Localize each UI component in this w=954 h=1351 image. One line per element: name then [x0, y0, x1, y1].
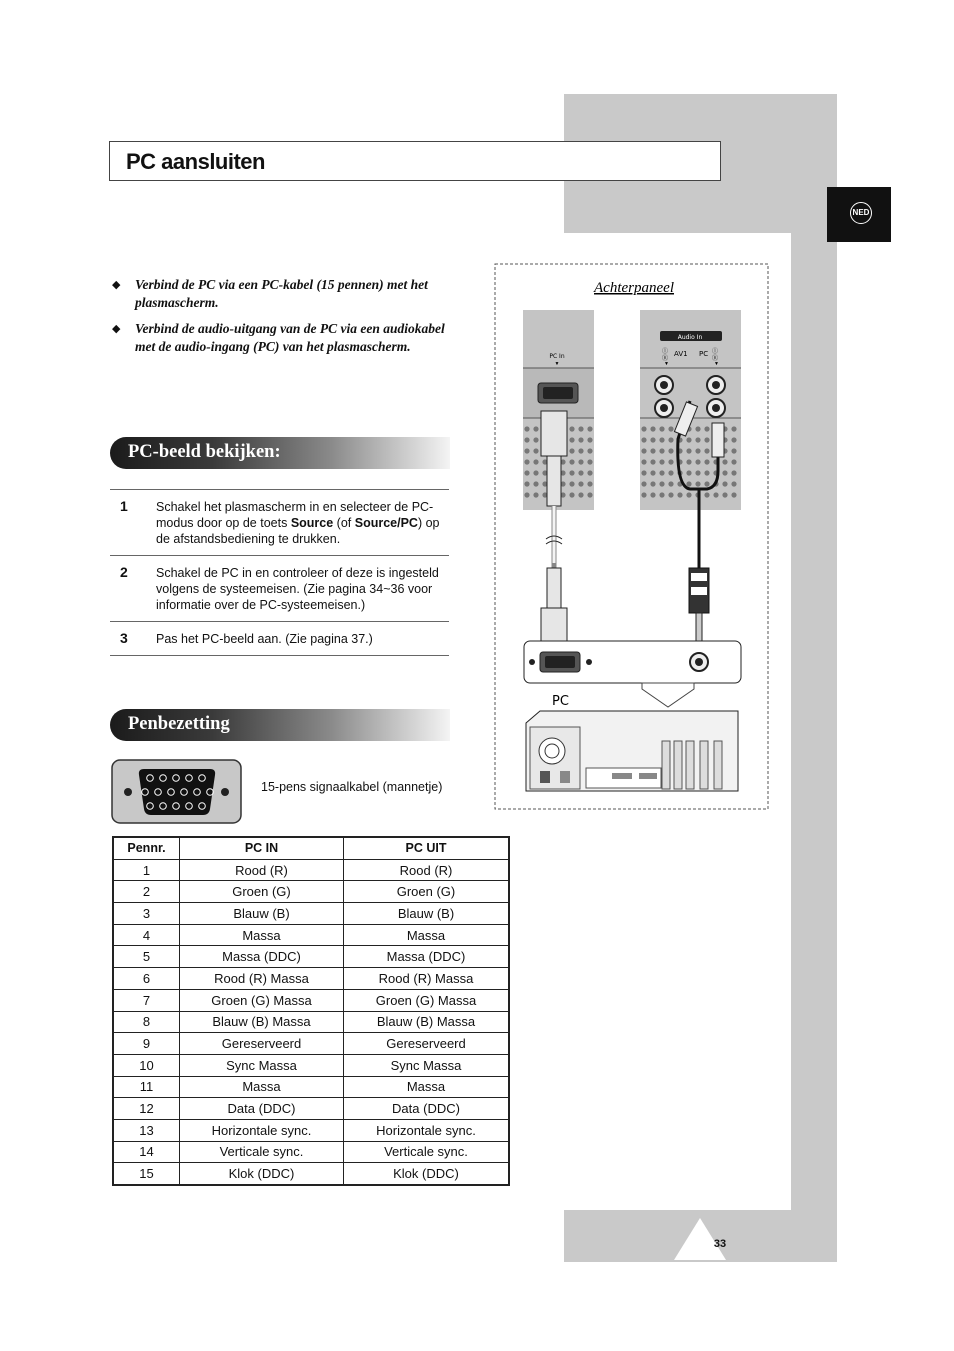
source-pc-key-label: Source/PC: [354, 516, 418, 530]
vent-dot: [524, 437, 529, 442]
svg-text:▼: ▼: [554, 361, 560, 367]
steps-list: [110, 489, 449, 656]
table-cell: Gereserveerd: [180, 1033, 344, 1055]
section-heading-pins: [110, 709, 450, 741]
page-title: PC aansluiten: [126, 149, 265, 174]
vent-dot: [641, 437, 646, 442]
vent-dot: [524, 426, 529, 431]
vent-dot: [641, 448, 646, 453]
vent-dot: [659, 492, 664, 497]
table-cell: Horizontale sync.: [344, 1119, 510, 1141]
vent-dot: [668, 426, 673, 431]
panel-label: Achterpaneel: [594, 280, 674, 296]
vent-dot: [578, 459, 583, 464]
vent-dot: [524, 470, 529, 475]
vent-dot: [578, 481, 583, 486]
vent-dot: [569, 426, 574, 431]
vent-dot: [578, 492, 583, 497]
table-row: [113, 1098, 509, 1120]
table-cell: Rood (R): [180, 859, 344, 881]
table-cell: Groen (G) Massa: [344, 989, 510, 1011]
table-cell: Klok (DDC): [344, 1163, 510, 1185]
table-cell: Blauw (B) Massa: [180, 1011, 344, 1033]
vent-dot: [704, 437, 709, 442]
table-cell: 2: [113, 881, 180, 903]
table-cell: Rood (R) Massa: [344, 968, 510, 990]
vga-connector-icon: [111, 759, 243, 825]
table-cell: Sync Massa: [180, 1054, 344, 1076]
vent-dot: [650, 426, 655, 431]
table-cell: Massa (DDC): [180, 946, 344, 968]
vent-dot: [695, 459, 700, 464]
vent-dot: [587, 459, 592, 464]
table-body: [113, 859, 509, 1185]
vent-dot: [731, 481, 736, 486]
section-heading-view: [110, 437, 450, 469]
pc-tower: [526, 711, 738, 791]
vent-dot: [569, 448, 574, 453]
table-cell: 10: [113, 1054, 180, 1076]
language-tab-label: NED: [850, 202, 872, 224]
svg-text:Ⓡ: Ⓡ: [662, 355, 669, 362]
vga-cable: [541, 411, 567, 653]
table-row: [113, 1141, 509, 1163]
vent-dot: [524, 492, 529, 497]
vent-dot: [659, 437, 664, 442]
vent-dot: [641, 459, 646, 464]
vent-dot: [659, 448, 664, 453]
table-cell: 14: [113, 1141, 180, 1163]
side-band-right: [791, 94, 837, 1262]
vent-dot: [695, 437, 700, 442]
table-cell: 13: [113, 1119, 180, 1141]
step-text: Pas het PC-beeld aan. (Zie pagina 37.): [156, 632, 373, 646]
table-cell: 15: [113, 1163, 180, 1185]
table-row: [113, 968, 509, 990]
step-item: [110, 621, 449, 655]
vent-dot: [695, 470, 700, 475]
vent-dot: [731, 426, 736, 431]
vent-dot: [587, 437, 592, 442]
table-cell: Data (DDC): [344, 1098, 510, 1120]
table-cell: 6: [113, 968, 180, 990]
table-cell: Rood (R): [344, 859, 510, 881]
vent-dot: [668, 459, 673, 464]
vent-dot: [569, 470, 574, 475]
table-cell: Massa: [180, 924, 344, 946]
svg-text:ⓛ: ⓛ: [662, 348, 669, 355]
table-cell: Blauw (B) Massa: [344, 1011, 510, 1033]
vent-dot: [533, 492, 538, 497]
vent-dot: [668, 481, 673, 486]
table-cell: Sync Massa: [344, 1054, 510, 1076]
vent-dot: [686, 448, 691, 453]
table-cell: 8: [113, 1011, 180, 1033]
vent-dot: [686, 470, 691, 475]
vent-dot: [731, 437, 736, 442]
vent-dot: [686, 437, 691, 442]
column-header: PC UIT: [344, 837, 510, 859]
table-cell: 7: [113, 989, 180, 1011]
table-row: [113, 1076, 509, 1098]
table-cell: 12: [113, 1098, 180, 1120]
vent-dot: [704, 459, 709, 464]
vent-dot: [650, 481, 655, 486]
vent-dot: [641, 492, 646, 497]
page-number: 33: [713, 1238, 727, 1250]
table-row: [113, 924, 509, 946]
table-cell: 5: [113, 946, 180, 968]
vent-dot: [659, 481, 664, 486]
table-cell: Blauw (B): [344, 903, 510, 925]
vent-dot: [722, 459, 727, 464]
svg-text:▼: ▼: [714, 361, 719, 367]
table-header-row: [113, 837, 509, 859]
down-arrow-icon: [642, 683, 694, 707]
vent-dot: [731, 492, 736, 497]
vent-dot: [578, 426, 583, 431]
svg-text:▼: ▼: [664, 361, 669, 367]
table-row: [113, 989, 509, 1011]
table-cell: 9: [113, 1033, 180, 1055]
vent-dot: [650, 448, 655, 453]
table-cell: Massa: [180, 1076, 344, 1098]
vent-dot: [659, 459, 664, 464]
pc-in-label: PC In: [549, 353, 565, 360]
intro-bullet-text: Verbind de PC via een PC-kabel (15 pennen) met het plasmascherm.: [135, 277, 428, 310]
vent-dot: [722, 481, 727, 486]
step-item: [110, 489, 449, 555]
vent-dot: [524, 481, 529, 486]
vent-dot: [659, 426, 664, 431]
table-cell: Data (DDC): [180, 1098, 344, 1120]
vent-dot: [695, 448, 700, 453]
vent-dot: [695, 481, 700, 486]
table-row: [113, 1054, 509, 1076]
table-row: [113, 1033, 509, 1055]
table-row: [113, 1011, 509, 1033]
vent-dot: [587, 492, 592, 497]
vent-dot: [578, 470, 583, 475]
pc-label: PC: [552, 694, 569, 709]
table-cell: Massa (DDC): [344, 946, 510, 968]
table-cell: Massa: [344, 1076, 510, 1098]
vent-dot: [587, 426, 592, 431]
vent-dot: [704, 481, 709, 486]
av1-label: AV1: [674, 350, 688, 358]
vent-dot: [533, 470, 538, 475]
table-cell: Horizontale sync.: [180, 1119, 344, 1141]
table-row: [113, 903, 509, 925]
table-cell: Gereserveerd: [344, 1033, 510, 1055]
step-number: 1: [120, 498, 128, 514]
table-cell: Blauw (B): [180, 903, 344, 925]
vent-dot: [722, 470, 727, 475]
vent-dot: [569, 481, 574, 486]
vent-dot: [722, 492, 727, 497]
vent-dot: [587, 448, 592, 453]
vent-dot: [686, 459, 691, 464]
vent-dot: [650, 492, 655, 497]
vent-dot: [695, 426, 700, 431]
connection-diagram: [494, 263, 770, 811]
vent-dot: [650, 470, 655, 475]
vent-dot: [668, 448, 673, 453]
connector-caption: 15-pens signaalkabel (mannetje): [261, 780, 443, 794]
step-number: 3: [120, 630, 128, 646]
vent-dot: [641, 426, 646, 431]
svg-text:ⓛ: ⓛ: [712, 348, 719, 355]
vent-dot: [668, 492, 673, 497]
step-text-part: (of: [333, 516, 355, 530]
svg-text:Ⓡ: Ⓡ: [712, 355, 719, 362]
vent-dot: [686, 481, 691, 486]
vent-dot: [569, 492, 574, 497]
vent-dot: [641, 470, 646, 475]
step-number: 2: [120, 564, 128, 580]
vent-dot: [641, 481, 646, 486]
table-cell: Verticale sync.: [180, 1141, 344, 1163]
diamond-bullet-icon: ◆: [112, 279, 121, 291]
table-row: [113, 1119, 509, 1141]
table-cell: 4: [113, 924, 180, 946]
vent-dot: [533, 481, 538, 486]
vent-dot: [668, 470, 673, 475]
vent-dot: [677, 492, 682, 497]
table-cell: 11: [113, 1076, 180, 1098]
intro-bullet-list: [112, 276, 452, 364]
section-heading-view-text: PC-beeld bekijken:: [128, 442, 281, 462]
diamond-bullet-icon: ◆: [112, 323, 121, 335]
vent-dot: [713, 492, 718, 497]
intro-bullet: [112, 276, 452, 312]
pc-connector-bar: [524, 641, 741, 683]
vent-dot: [533, 437, 538, 442]
vent-dot: [587, 481, 592, 486]
vent-dot: [587, 470, 592, 475]
vent-dot: [524, 459, 529, 464]
intro-bullet: [112, 320, 452, 356]
vent-dot: [704, 426, 709, 431]
table-row: [113, 881, 509, 903]
table-row: [113, 859, 509, 881]
step-text-part: Schakel het plasmascherm in en selecteer de PC-modus door op de toets: [156, 500, 434, 530]
vent-dot: [578, 437, 583, 442]
pin-assignment-table: [112, 836, 510, 1186]
vent-dot: [524, 448, 529, 453]
step-text: [156, 490, 449, 555]
intro-bullet-text: Verbind de audio-uitgang van de PC via een audiokabel met de audio-ingang (PC) van het plasmascherm.: [135, 321, 445, 354]
audio-in-label: Audio In: [677, 334, 703, 341]
vent-dot: [731, 459, 736, 464]
vent-dot: [533, 459, 538, 464]
step-text: Schakel de PC in en controleer of deze is ingesteld volgens de systeemeisen. (Zie pagina 34~36 voor informatie over de PC-systeemeisen.): [156, 566, 439, 612]
column-header: PC IN: [180, 837, 344, 859]
table-cell: 1: [113, 859, 180, 881]
vent-dot: [731, 448, 736, 453]
vent-dot: [704, 492, 709, 497]
column-header: Pennr.: [113, 837, 180, 859]
vent-dot: [686, 492, 691, 497]
section-heading-pins-text: Penbezetting: [128, 714, 230, 734]
vent-dot: [650, 437, 655, 442]
step-item: [110, 555, 449, 621]
table-cell: Rood (R) Massa: [180, 968, 344, 990]
table-cell: Verticale sync.: [344, 1141, 510, 1163]
vent-dot: [659, 470, 664, 475]
table-cell: Klok (DDC): [180, 1163, 344, 1185]
table-cell: Massa: [344, 924, 510, 946]
vent-dot: [569, 437, 574, 442]
vent-dot: [533, 448, 538, 453]
vent-dot: [569, 459, 574, 464]
table-row: [113, 946, 509, 968]
page-title-box: [109, 141, 721, 181]
source-key-label: Source: [290, 516, 334, 530]
language-tab: [827, 187, 891, 242]
table-cell: Groen (G): [180, 881, 344, 903]
table-row: [113, 1163, 509, 1185]
vent-dot: [578, 448, 583, 453]
vent-dot: [533, 426, 538, 431]
table-cell: 3: [113, 903, 180, 925]
vent-dot: [731, 470, 736, 475]
vent-dot: [704, 448, 709, 453]
vent-dot: [704, 470, 709, 475]
step-text-part: ) op de afstandsbediening te drukken.: [156, 516, 440, 546]
table-cell: Groen (G): [344, 881, 510, 903]
steps-bottom-rule: [110, 655, 449, 656]
table-cell: Groen (G) Massa: [180, 989, 344, 1011]
pc-audio-label: PC: [699, 350, 709, 358]
vent-dot: [650, 459, 655, 464]
vent-dot: [668, 437, 673, 442]
